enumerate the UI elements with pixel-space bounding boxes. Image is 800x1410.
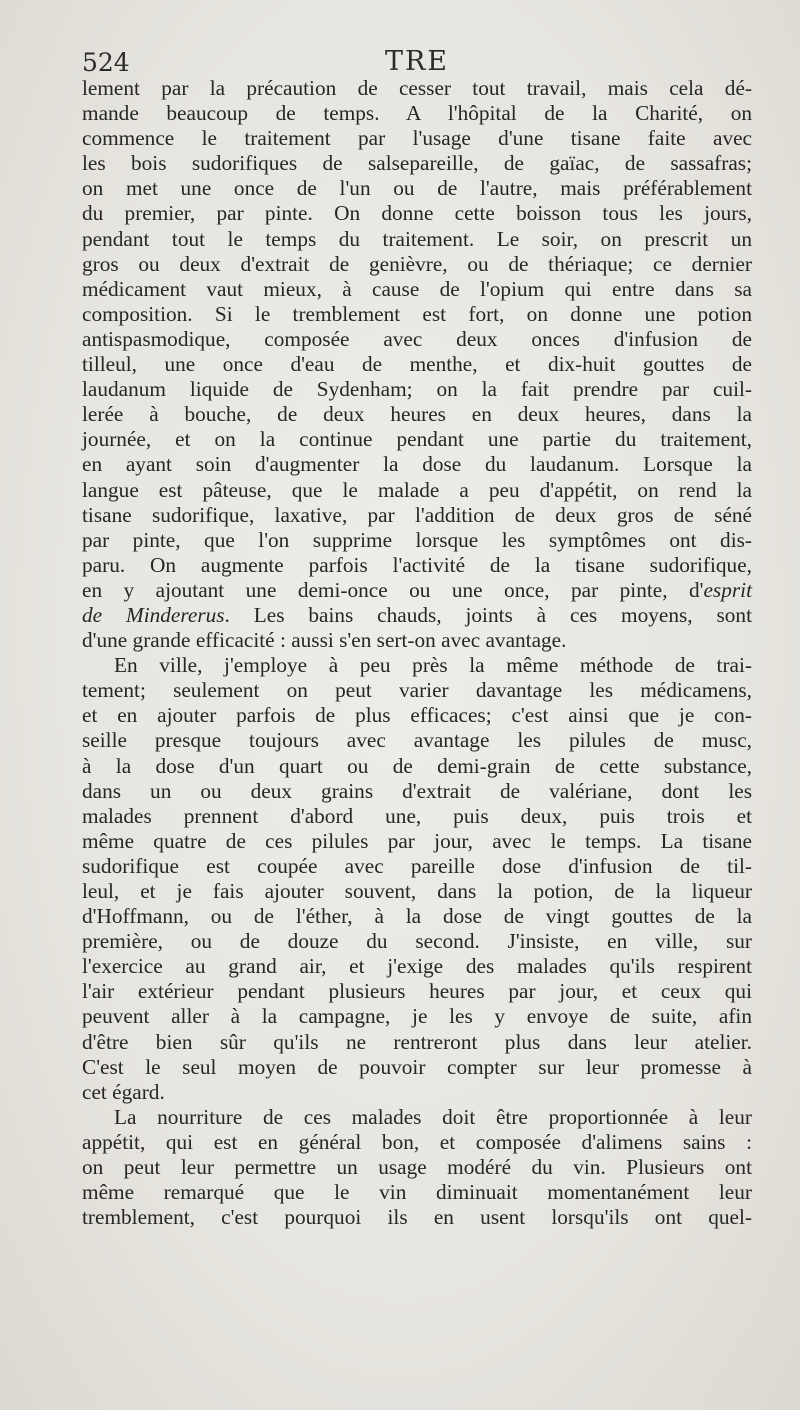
text-line: à la dose d'un quart ou de demi-grain de cette substance, <box>82 753 752 778</box>
text-line: en ayant soin d'augmenter la dose du laudanum. Lorsque la <box>82 452 752 477</box>
paragraph-2 <box>82 653 752 1105</box>
text-line: antispasmodique, composée avec deux onces d'infusion de <box>82 326 752 351</box>
page-number: 524 <box>82 48 130 77</box>
text-line: d'être bien sûr qu'ils ne rentreront plus dans leur atelier. <box>82 1029 752 1054</box>
text-line: médicament vaut mieux, à cause de l'opium qui entre dans sa <box>82 276 752 301</box>
text-line: langue est pâteuse, que le malade a peu d'appétit, on rend la <box>82 477 752 502</box>
text-line: malades prennent d'abord une, puis deux, puis trois et <box>82 803 752 828</box>
text-line: C'est le seul moyen de pouvoir compter sur leur promesse à <box>82 1054 752 1079</box>
text-segment: . Les bains chauds, joints à ces moyens, sont <box>224 602 752 627</box>
text-line-with-italic <box>82 603 752 628</box>
text-line: journée, et on la continue pendant une partie du traitement, <box>82 427 752 452</box>
text-line: dans un ou deux grains d'extrait de valériane, dont les <box>82 778 752 803</box>
text-line: mande beaucoup de temps. A l'hôpital de la Charité, on <box>82 101 752 126</box>
body-text <box>82 76 752 1230</box>
text-line: tisane sudorifique, laxative, par l'addition de deux gros de séné <box>82 502 752 527</box>
text-line: les bois sudorifiques de salsepareille, de gaïac, de sassafras; <box>82 151 752 176</box>
text-line: on peut leur permettre un usage modéré du vin. Plusieurs ont <box>82 1155 752 1180</box>
text-line: composition. Si le tremblement est fort, on donne une potion <box>82 301 752 326</box>
text-line: sudorifique est coupée avec pareille dose d'infusion de til- <box>82 853 752 878</box>
text-line: première, ou de douze du second. J'insiste, en ville, sur <box>82 929 752 954</box>
text-line: et en ajouter parfois de plus efficaces; c'est ainsi que je con- <box>82 703 752 728</box>
paragraph-3 <box>82 1105 752 1230</box>
text-line: commence le traitement par l'usage d'une tisane faite avec <box>82 126 752 151</box>
text-line: lerée à bouche, de deux heures en deux heures, dans la <box>82 402 752 427</box>
text-line: cet égard. <box>82 1079 165 1104</box>
text-line: appétit, qui est en général bon, et composée d'alimens sains : <box>82 1129 752 1154</box>
text-line: gros ou deux d'extrait de genièvre, ou de thériaque; ce dernier <box>82 251 752 276</box>
text-line: d'Hoffmann, ou de l'éther, à la dose de vingt gouttes de la <box>82 904 752 929</box>
text-line: du premier, par pinte. On donne cette boisson tous les jours, <box>82 201 752 226</box>
running-head: TRE <box>384 46 450 77</box>
text-segment: en y ajoutant une demi-once ou une once, par pinte, d' <box>82 577 704 602</box>
text-line: tremblement, c'est pourquoi ils en usent lorsqu'ils ont quel- <box>82 1205 752 1230</box>
text-line: seille presque toujours avec avantage les pilules de musc, <box>82 728 752 753</box>
text-line: tilleul, une once d'eau de menthe, et dix-huit gouttes de <box>82 352 752 377</box>
text-line: laudanum liquide de Sydenham; on la fait prendre par cuil- <box>82 377 752 402</box>
text-line: même quatre de ces pilules par jour, avec le temps. La tisane <box>82 828 752 853</box>
text-line: on met une once de l'un ou de l'autre, mais préférablement <box>82 176 752 201</box>
italic-term: de Mindererus <box>82 602 225 627</box>
text-line: l'exercice au grand air, et j'exige des malades qu'ils respirent <box>82 954 752 979</box>
text-line: par pinte, que l'on supprime lorsque les symptômes ont dis- <box>82 527 752 552</box>
paragraph-1 <box>82 76 752 653</box>
text-line: pendant tout le temps du traitement. Le soir, on prescrit un <box>82 226 752 251</box>
text-line: lement par la précaution de cesser tout travail, mais cela dé- <box>82 76 752 100</box>
text-line: même remarqué que le vin diminuait momentanément leur <box>82 1180 752 1205</box>
text-line: paru. On augmente parfois l'activité de la tisane sudorifique, <box>82 552 752 577</box>
text-line: En ville, j'employe à peu près la même méthode de trai- <box>114 653 752 678</box>
italic-term: esprit <box>703 577 752 602</box>
text-line: d'une grande efficacité : aussi s'en sert-on avec avantage. <box>82 628 567 653</box>
text-line: peuvent aller à la campagne, je les y envoye de suite, afin <box>82 1004 752 1029</box>
text-line: La nourriture de ces malades doit être proportionnée à leur <box>114 1104 752 1129</box>
text-line: tement; seulement on peut varier davantage les médicamens, <box>82 678 752 703</box>
text-line: leul, et je fais ajouter souvent, dans la potion, de la liqueur <box>82 879 752 903</box>
text-line: l'air extérieur pendant plusieurs heures par jour, et ceux qui <box>82 979 752 1004</box>
text-line-with-italic <box>82 578 752 603</box>
